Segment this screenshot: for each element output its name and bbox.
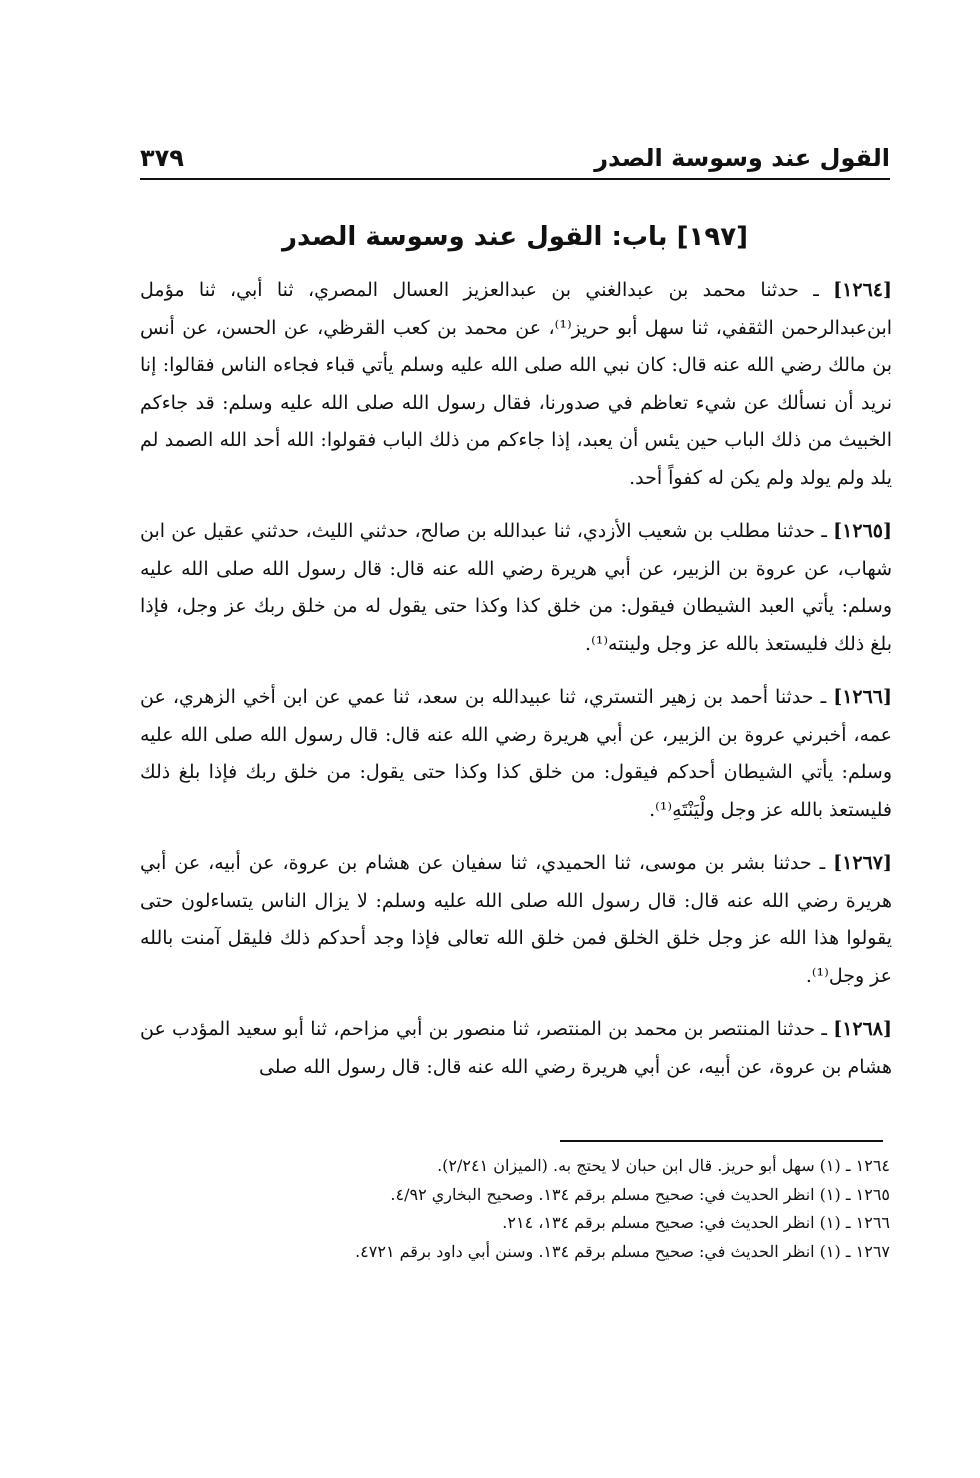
hadith-paragraph xyxy=(140,272,892,497)
hadith-paragraph xyxy=(140,845,892,995)
main-text xyxy=(140,272,892,1102)
hadith-text: ـ حدثنا محمد بن عبدالغني بن عبدالعزيز العسال المصري، ثنا أبي، ثنا مؤمل ابن‌عبدالرحمن الثقفي، ثنا سهل أبو حريز⁽¹⁾، عن محمد بن كعب القرظي، عن الحسن، عن أنس بن مالك رضي الله عنه قال: كان نبي الله صلى الله عليه وسلم يأتي قباء فجاءه الناس فقالوا: إنا نريد أن نسألك عن شيء تعاظم في صدورنا، فقال رسول الله صلى الله عليه وسلم: قد جاءكم الخبيث من ذلك الباب حين يئس أن يعبد، إذا جاءكم من ذلك الباب فقولوا: الله أحد الله الصمد لم يلد ولم يولد ولم يكن له كفواً أحد. xyxy=(140,279,893,489)
footnote-rule xyxy=(560,1140,883,1142)
running-title: القول عند وسوسة الصدر xyxy=(594,144,890,172)
hadith-text: ـ حدثنا أحمد بن زهير التستري، ثنا عبيدالله بن سعد، ثنا عمي عن ابن أخي الزهري، عن عمه، أخبرني عروة بن الزبير، عن أبي هريرة رضي الله عنه قال: قال رسول الله صلى الله عليه وسلم: يأتي الشيطان أحدكم فيقول: من خلق كذا وكذا حتى يقول: من خلق ربك فإذا بلغ ذلك فليستعذ بالله عز وجل ولْيَنْتَهِ⁽¹⁾. xyxy=(140,686,892,821)
hadith-number: [١٢٦٦] xyxy=(833,686,893,708)
footnote: ١٢٦٧ ـ (١) انظر الحديث في: صحيح مسلم برقم ١٣٤. وسنن أبي داود برقم ٤٧٢١. xyxy=(355,1241,890,1261)
hadith-paragraph xyxy=(140,1011,892,1086)
page-number: ٣٧٩ xyxy=(140,144,184,172)
footnotes xyxy=(200,1152,890,1266)
hadith-text: ـ حدثنا مطلب بن شعيب الأزدي، ثنا عبدالله بن صالح، حدثني الليث، حدثني عقيل عن ابن شهاب، عن عروة بن الزبير، عن أبي هريرة رضي الله عنه قال: قال رسول الله صلى الله عليه وسلم: يأتي العبد الشيطان فيقول: من خلق كذا وكذا حتى يقول له من خلق ربك عز وجل، فإذا بلغ ذلك فليستعذ بالله عز وجل ولينته⁽¹⁾. xyxy=(140,520,892,655)
hadith-paragraph xyxy=(140,513,892,663)
hadith-number: [١٢٦٨] xyxy=(833,1018,893,1040)
hadith-number: [١٢٦٤] xyxy=(833,279,892,301)
hadith-text: ـ حدثنا بشر بن موسى، ثنا الحميدي، ثنا سفيان عن هشام بن عروة، عن أبيه، عن أبي هريرة رضي الله عنه قال: قال رسول الله صلى الله عليه وسلم: لا يزال الناس يتساءلون حتى يقولوا هذا الله عز وجل خلق الخلق فمن خلق الله تعالى فإذا وجد أحدكم ذلك فليقل آمنت بالله عز وجل⁽¹⁾. xyxy=(140,852,892,987)
header-rule xyxy=(140,178,890,180)
hadith-number: [١٢٦٥] xyxy=(833,520,892,542)
hadith-paragraph xyxy=(140,679,892,829)
footnote: ١٢٦٥ ـ (١) انظر الحديث في: صحيح مسلم برقم ١٣٤. وصحيح البخاري ٤/٩٢. xyxy=(390,1184,890,1204)
footnote: ١٢٦٦ ـ (١) انظر الحديث في: صحيح مسلم برقم ١٣٤، ٢١٤. xyxy=(502,1213,890,1232)
hadith-text: ـ حدثنا المنتصر بن محمد بن المنتصر، ثنا منصور بن أبي مزاحم، ثنا أبو سعيد المؤدب عن هشام بن عروة، عن أبيه، عن أبي هريرة رضي الله عنه قال: قال رسول الله صلى xyxy=(140,1018,892,1078)
footnote: ١٢٦٤ ـ (١) سهل أبو حريز. قال ابن حبان لا يحتج به. (الميزان ٢/٢٤١). xyxy=(437,1156,890,1175)
chapter-heading: [١٩٧] باب: القول عند وسوسة الصدر xyxy=(282,222,748,252)
running-head xyxy=(140,140,890,176)
hadith-number: [١٢٦٧] xyxy=(833,852,892,874)
